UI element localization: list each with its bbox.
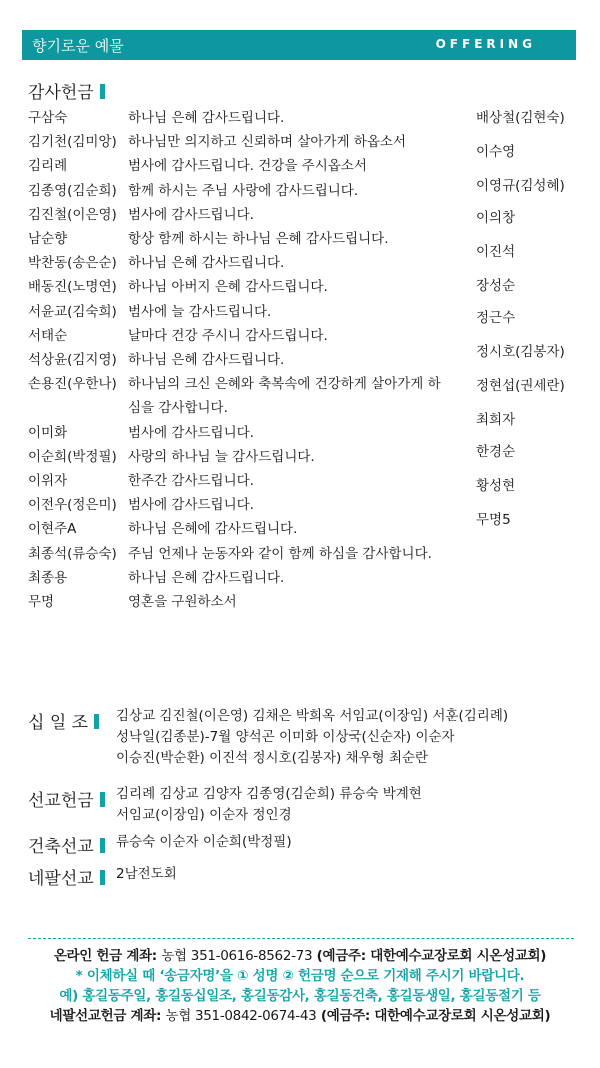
thanks-row-message: 범사에 감사드립니다. [128,497,254,514]
thanks-row-name: 최종석(류승숙) [28,545,117,562]
thanks-right-name: 무명5 [476,512,511,528]
thanks-right-name: 황성현 [476,478,516,494]
thanks-row [28,227,389,247]
nepal-label-text: 네팔선교 [28,869,94,889]
thanks-row-name: 무명 [28,594,55,610]
thanks-right-name: 배상철(김현숙) [476,110,565,126]
thanks-right-name: 이진석 [476,244,516,260]
header-title-en: OFFERING [435,37,536,51]
thanks-row-message: 항상 함께 하시는 하나님 은혜 감사드립니다. [128,231,389,247]
thanks-row-name: 석상윤(김지영) [28,352,117,368]
thanks-row-message: 사랑의 하나님 늘 감사드립니다. [128,448,315,465]
thanks-right-name: 최희자 [476,412,516,428]
thanks-row [28,372,441,392]
thanks-row-name: 이현주A [28,521,77,538]
mission-names [116,784,422,826]
thanks-row-message: 범사에 감사드립니다. [128,206,254,223]
mission-line: 서임교(이장임) 이순자 정인경 [116,807,292,823]
accent-bar [100,84,105,99]
thanks-right-name: 정시호(김봉자) [476,344,565,360]
accent-bar [94,714,99,729]
accent-bar [100,792,105,807]
footer-account-number: 농협 351-0616-8562-73 [161,948,313,964]
thanks-right-name: 이수영 [476,144,516,160]
thanks-row [28,517,297,537]
tithe-label-text: 십 일 조 [28,713,89,733]
thanks-row [28,106,284,126]
accent-bar [100,870,105,885]
footer-example: 예) 홍길동주일, 홍길동십일조, 홍길동감사, 홍길동건축, 홍길동생일, 홍길동절기 등 [59,988,541,1004]
thanks-row-message: 하나님 은혜에 감사드립니다. [128,521,298,538]
thanks-row [28,469,254,489]
footer-account-online [0,944,600,964]
thanks-right-name: 한경순 [476,444,516,460]
nepal-names [116,864,177,885]
thanks-row [28,130,406,150]
footer-account-holder: (예금주: 대한예수교장로회 시온성교회) [316,948,547,964]
thanks-title [28,78,105,103]
thanks-row [28,542,432,562]
thanks-row-name: 김리례 [28,158,68,175]
nepal-label [28,864,105,889]
tithe-names [116,706,508,769]
thanks-row-name: 배동진(노명연) [28,279,117,296]
mission-line: 김리례 김상교 김양자 김종영(김순희) 류승숙 박계현 [116,786,422,802]
thanks-row-message: 하나님 아버지 은혜 감사드립니다. [128,279,328,296]
thanks-row-name: 이전우(정은미) [28,497,117,514]
thanks-row [28,251,284,271]
thanks-row-message: 범사에 감사드립니다. [128,424,254,441]
thanks-row-message: 하나님의 크신 은혜와 축복속에 건강하게 살아가게 하 [128,376,441,393]
thanks-row-message: 심을 감사합니다. [128,400,228,417]
thanks-row-name: 서윤교(김숙희) [28,303,117,320]
thanks-right-name: 정현섭(권세란) [476,378,565,394]
building-label [28,832,105,857]
thanks-row-message: 하나님만 의지하고 신뢰하며 살아가게 하옵소서 [128,134,406,151]
thanks-row-name: 손용진(우한나) [28,376,117,393]
tithe-line: 이승진(박순환) 이진석 정시호(김봉자) 채우형 최순란 [116,750,429,766]
thanks-row-name: 이위자 [28,473,68,489]
footer-nepal-label: 네팔선교헌금 계좌: [49,1008,162,1024]
tithe-line: 김상교 김진철(이은영) 김채은 박희옥 서임교(이장임) 서훈(김리례) [116,708,509,724]
thanks-row [28,566,284,586]
thanks-row [28,275,328,295]
building-line: 류승숙 이순자 이순희(박정필) [116,834,292,850]
header-title: 향기로운 예물 [32,37,124,55]
thanks-right-name: 이영규(김성혜) [476,178,565,194]
thanks-row-message: 영혼을 구원하소서 [128,594,237,610]
building-names [116,832,292,853]
thanks-right-name: 정근수 [476,310,516,326]
section-header [22,30,576,60]
thanks-right-name: 장성순 [476,278,516,294]
footer-instruction: * 이체하실 때 ‘송금자명’을 ① 성명 ② 헌금명 순으로 기재해 주시기 바랍니다. [75,968,525,984]
thanks-row [28,421,254,441]
thanks-row [28,396,228,416]
thanks-row [28,300,271,320]
tithe-label [28,708,99,733]
thanks-row [28,493,254,513]
mission-label-text: 선교헌금 [28,791,94,811]
thanks-row-name: 김종영(김순희) [28,182,117,199]
thanks-row-message: 하나님 은혜 감사드립니다. [128,255,285,272]
thanks-row-message: 함께 하시는 주님 사랑에 감사드립니다. [128,182,359,199]
thanks-row-message: 범사에 늘 감사드립니다. [128,303,272,320]
footer-divider [28,938,574,939]
thanks-row-message: 하나님 은혜 감사드립니다. [128,569,285,586]
thanks-row [28,179,358,199]
footer-nepal-holder: (예금주: 대한예수교장로회 시온성교회) [320,1008,551,1024]
thanks-row-name: 이순희(박정필) [28,448,117,465]
thanks-row-name: 남순향 [28,231,68,247]
thanks-row-message: 날마다 건강 주시니 감사드립니다. [128,327,328,344]
thanks-row-name: 최종용 [28,569,68,586]
thanks-row [28,203,254,223]
thanks-row-name: 서태순 [28,327,68,344]
thanks-row [28,324,328,344]
footer-account-nepal [0,1004,600,1024]
thanks-row-message: 한주간 감사드립니다. [128,473,254,489]
tithe-line: 성낙일(김종분)-7월 양석곤 이미화 이상국(신순자) 이순자 [116,729,455,745]
thanks-row-name: 김기천(김미앙) [28,134,117,151]
thanks-row [28,154,367,174]
accent-bar [100,838,105,853]
thanks-title-text: 감사헌금 [28,83,94,103]
thanks-row-message: 범사에 감사드립니다. 건강을 주시옵소서 [128,158,367,175]
thanks-row-message: 하나님 은혜 감사드립니다. [128,110,285,126]
thanks-row-name: 이미화 [28,424,68,441]
footer-nepal-number: 농협 351-0842-0674-43 [165,1008,317,1024]
thanks-row [28,590,237,610]
building-label-text: 건축선교 [28,837,94,857]
thanks-row [28,348,284,368]
thanks-row [28,445,315,465]
thanks-row-name: 구삼숙 [28,110,68,126]
thanks-row-message: 주님 언제나 눈동자와 같이 함께 하심을 감사합니다. [128,545,432,562]
thanks-row-message: 하나님 은혜 감사드립니다. [128,352,285,368]
footer-account-label: 온라인 헌금 계좌: [53,948,157,964]
thanks-right-name: 이의창 [476,210,516,226]
mission-label [28,786,105,811]
thanks-row-name: 박찬동(송은순) [28,255,117,272]
nepal-line: 2남전도회 [116,866,177,882]
thanks-row-name: 김진철(이은영) [28,206,117,223]
